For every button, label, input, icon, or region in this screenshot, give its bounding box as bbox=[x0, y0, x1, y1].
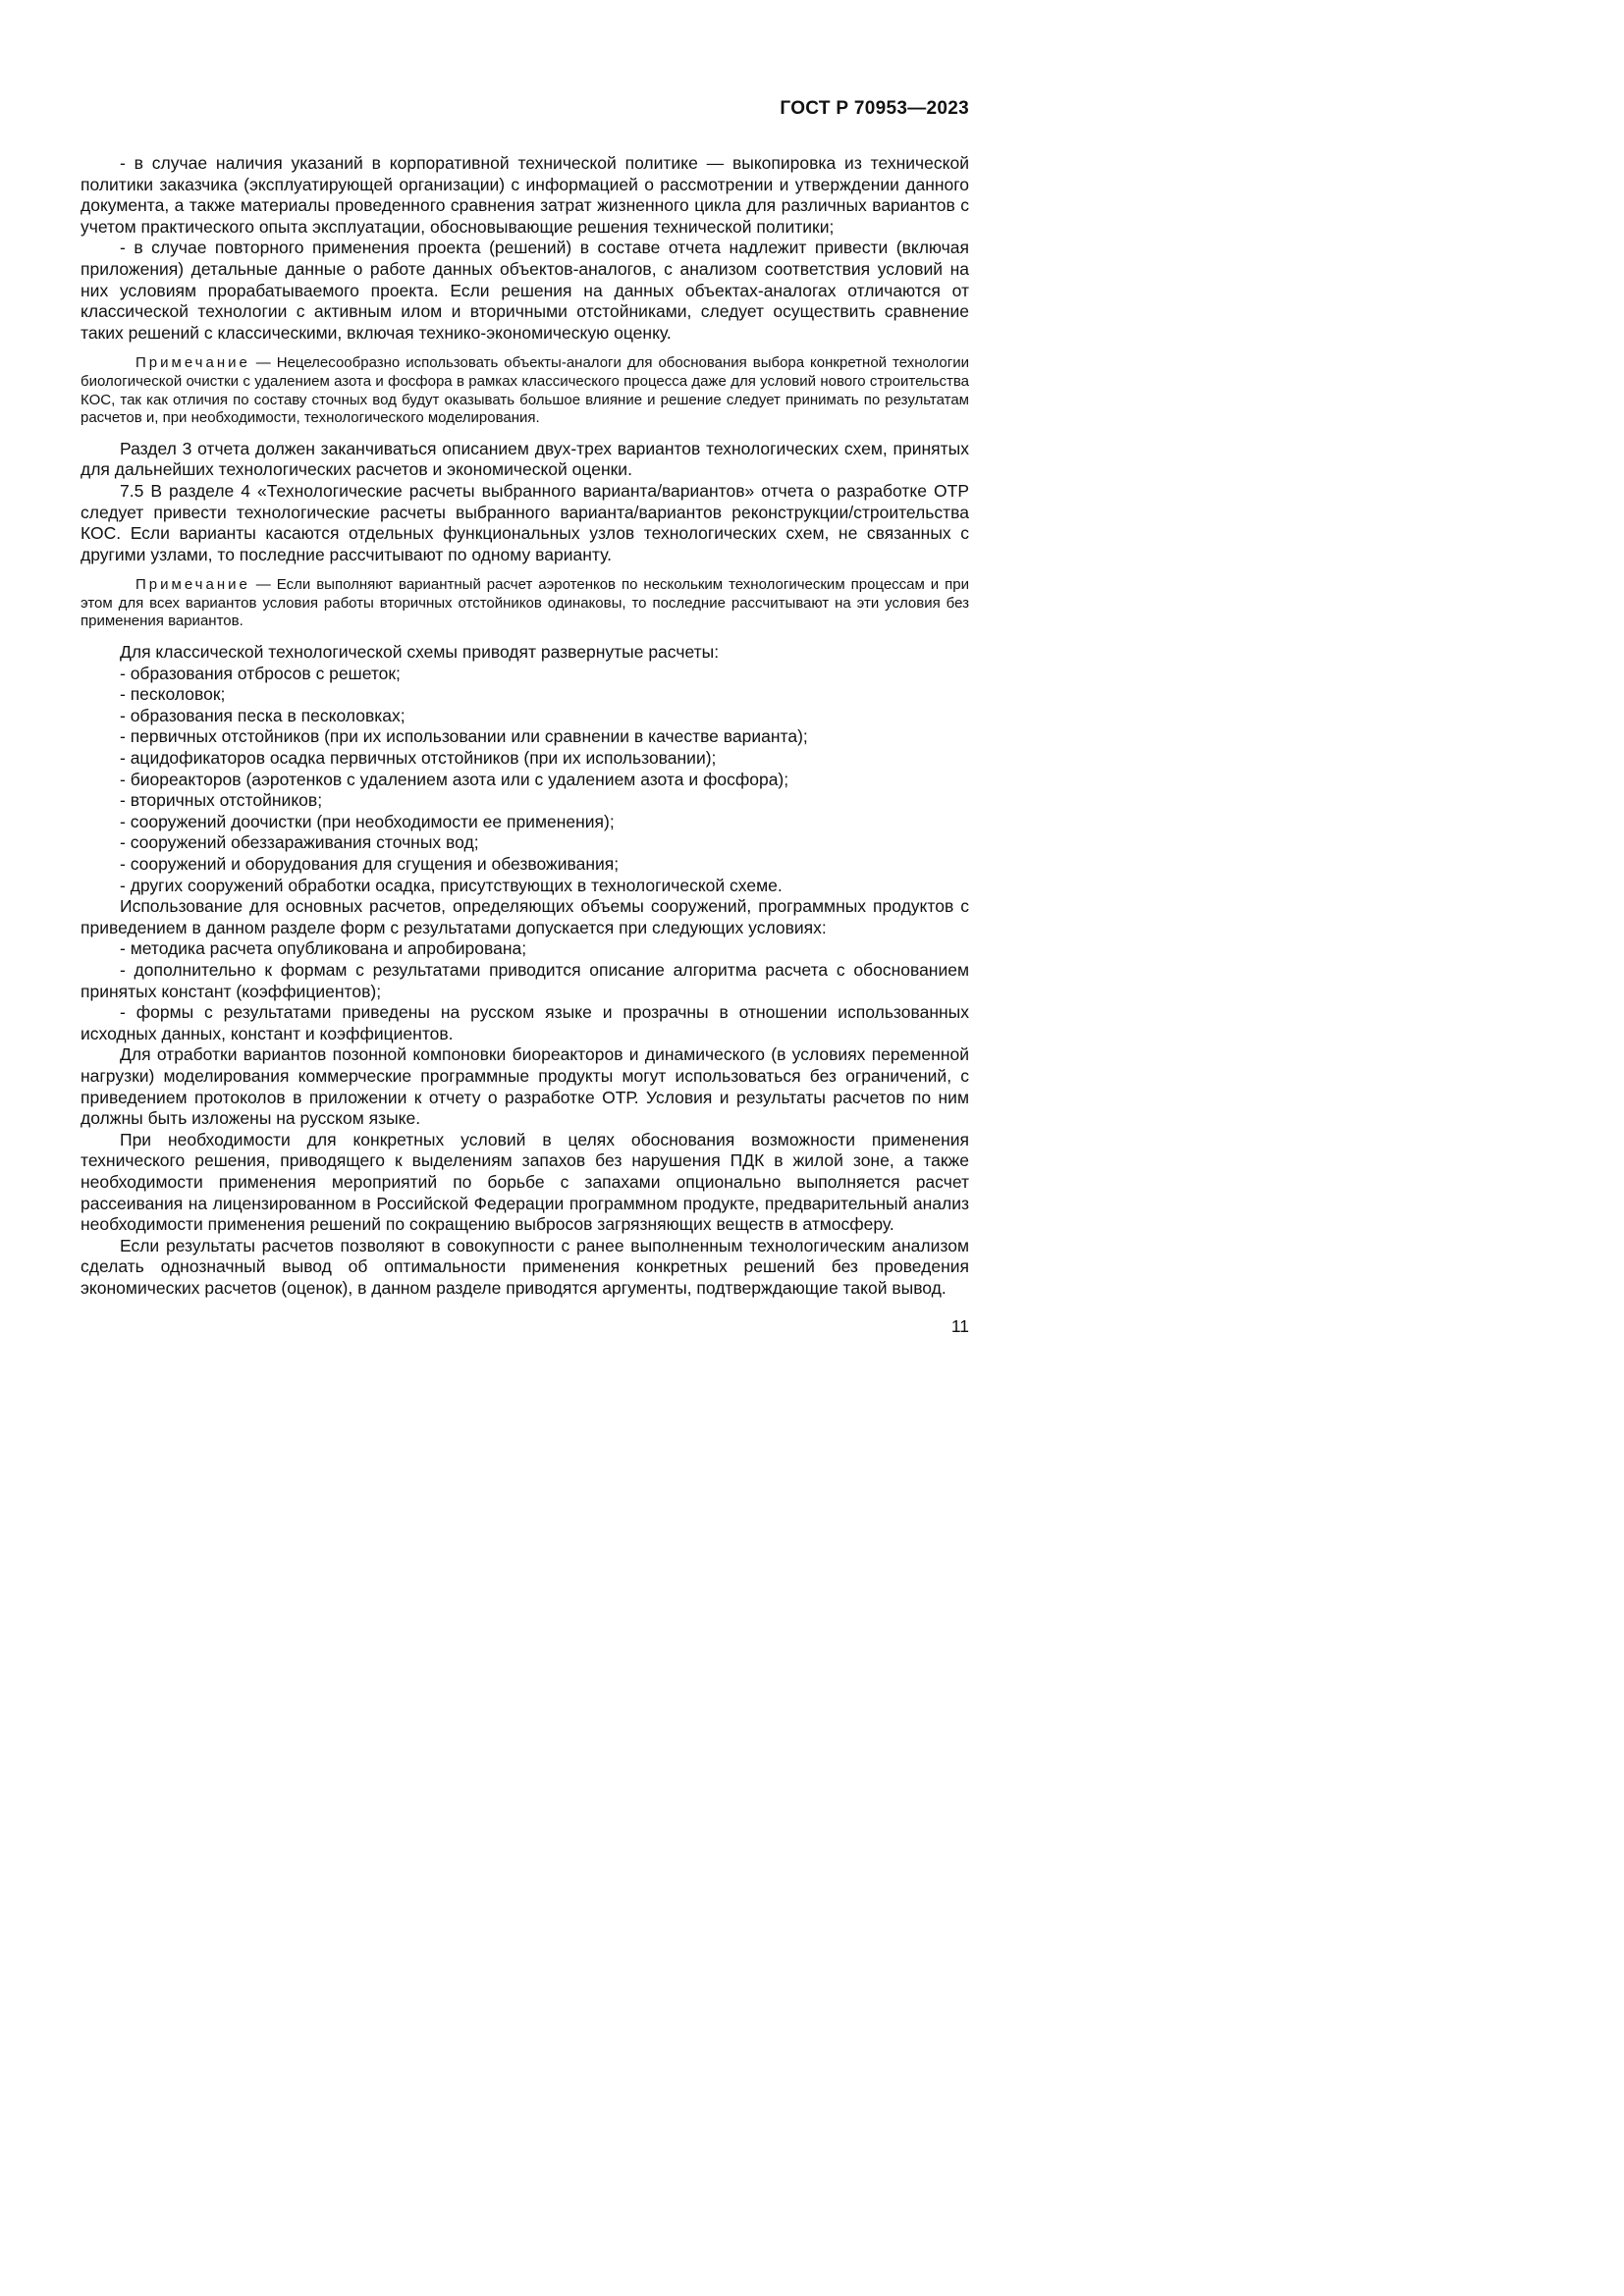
note-label: Примечание bbox=[135, 576, 250, 594]
list-item: - ацидофикаторов осадка первичных отстойников (при их использовании); bbox=[120, 748, 717, 769]
list-item: - формы с результатами приведены на русском языке и прозрачны в отношении использованных исходных данных, констант и коэффициентов. bbox=[81, 1002, 969, 1043]
list-item: - образования песка в песколовках; bbox=[120, 705, 406, 725]
paragraph: 7.5 В разделе 4 «Технологические расчеты выбранного варианта/вариантов» отчета о разработке ОТР следует привести технологические расчеты выбранного варианта/вариантов реконструкции/строительства КОС. Если варианты касаются отдельных функциональных узлов технологических схем, не связанных с другими узлами, то последние рассчитывают по одному варианту. bbox=[81, 480, 969, 564]
paragraph: Использование для основных расчетов, определяющих объемы сооружений, программных продуктов с приведением в данном разделе форм с результатами допускается при следующих условиях: bbox=[81, 896, 969, 937]
note-paragraph: Примечание — Нецелесообразно использовать объекты-аналоги для обоснования выбора конкретной технологии биологической очистки с удалением азота и фосфора в рамках классического процесса даже для условий нового строительства КОС, так как отличия по составу сточных вод будут оказывать большое влияние и решение следует принимать по результатам расчетов и, при необходимости, технологического моделирования. bbox=[81, 354, 969, 427]
paragraph: Раздел 3 отчета должен заканчиваться описанием двух-трех вариантов технологических схем, принятых для дальнейших технологических расчетов и экономической оценки. bbox=[81, 438, 969, 480]
list-item: - сооружений и оборудования для сгущения и обезвоживания; bbox=[120, 854, 620, 874]
list-item: - сооружений доочистки (при необходимости ее применения); bbox=[120, 811, 615, 831]
list-item: - сооружений обеззараживания сточных вод; bbox=[120, 832, 479, 853]
page-number: 11 bbox=[950, 1316, 969, 1337]
list-item: - биореакторов (аэротенков с удалением азота или с удалением азота и фосфора); bbox=[120, 769, 789, 789]
document-header bbox=[81, 98, 969, 120]
list-item: - образования отбросов с решеток; bbox=[120, 663, 401, 683]
paragraph: Если результаты расчетов позволяют в совокупности с ранее выполненным технологическим анализом сделать однозначный вывод об оптимальности применения конкретных решений без проведения экономических расчетов (оценок), в данном разделе приводятся аргументы, подтверждающие такой вывод. bbox=[81, 1235, 969, 1298]
list-item: - дополнительно к формам с результатами приводится описание алгоритма расчета с обоснованием принятых констант (коэффициентов); bbox=[81, 959, 969, 1001]
list-item: - методика расчета опубликована и апробирована; bbox=[120, 938, 527, 959]
note-paragraph: Примечание — Если выполняют вариантный расчет аэротенков по нескольким технологическим процессам и при этом для всех вариантов условия работы вторичных отстойников одинаковы, то последние рассчитывают на эти условия без применения вариантов. bbox=[81, 576, 969, 630]
paragraph: При необходимости для конкретных условий в целях обоснования возможности применения технического решения, приводящего к выделениям запахов без нарушения ПДК в жилой зоне, а также необходимости применения мероприятий по борьбе с запахами опционально выполняется расчет рассеивания на лицензированном в Российской Федерации программном продукте, предварительный анализ необходимости применения решений по сокращению выбросов загрязняющих веществ в атмосферу. bbox=[81, 1129, 969, 1235]
list-item: - вторичных отстойников; bbox=[120, 790, 323, 811]
doc-number: ГОСТ Р 70953—2023 bbox=[780, 98, 969, 119]
document-body bbox=[81, 153, 969, 1299]
paragraph: Для отработки вариантов позонной компоновки биореакторов и динамического (в условиях переменной нагрузки) моделирования коммерческие программные продукты могут использоваться без ограничений, с приведением протоколов в приложении к отчету о разработке ОТР. Условия и результаты расчетов по ним должны быть изложены на русском языке. bbox=[81, 1044, 969, 1129]
list-item: - других сооружений обработки осадка, присутствующих в технологической схеме. bbox=[120, 875, 783, 895]
list-item: - первичных отстойников (при их использовании или сравнении в качестве варианта); bbox=[120, 726, 808, 747]
paragraph: Для классической технологической схемы приводят развернутые расчеты: bbox=[120, 642, 720, 663]
text-block bbox=[81, 98, 969, 1337]
list-item: - в случае наличия указаний в корпоративной технической политике — выкопировка из технической политики заказчика (эксплуатирующей организации) с информацией о рассмотрении и утверждении данного документа, а также материалы проведенного сравнения затрат жизненного цикла для различных вариантов с учетом практического опыта эксплуатации, обосновывающие решения технической политики; bbox=[81, 153, 969, 237]
note-label: Примечание bbox=[135, 354, 250, 372]
list-item: - песколовок; bbox=[120, 684, 226, 705]
list-item: - в случае повторного применения проекта (решений) в составе отчета надлежит привести (включая приложения) детальные данные о работе данных объектов-аналогов, с анализом соответствия условий на них условиям прорабатываемого проекта. Если решения на данных объектах-аналогах отличаются от классической технологии с активным илом и вторичными отстойниками, следует осуществить сравнение таких решений с классическими, включая технико-экономическую оценку. bbox=[81, 238, 969, 343]
